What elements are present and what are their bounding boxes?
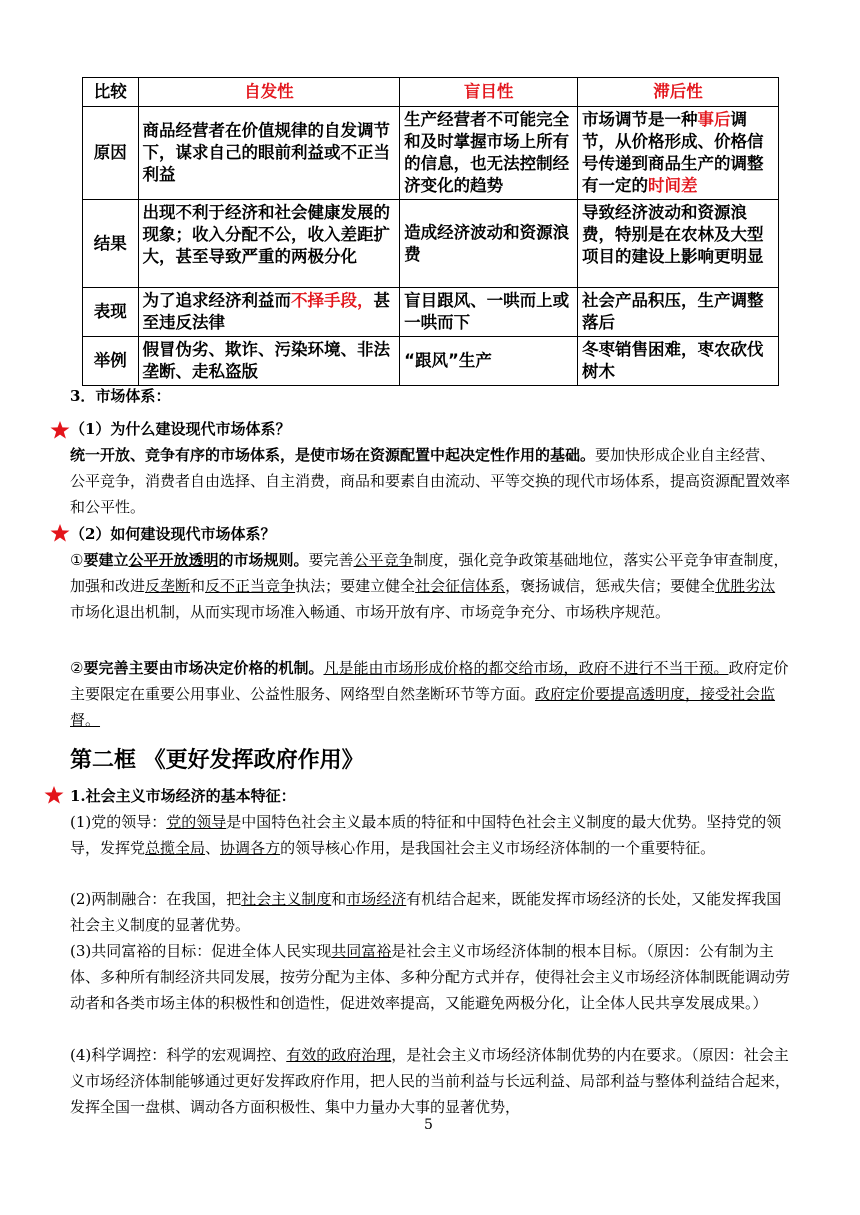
cell-highlight: 时间差 — [647, 176, 698, 195]
underlined-text: 政府定价要提高透明度，接受社会监督。 — [70, 685, 776, 729]
underlined-text: 优胜劣汰 — [715, 577, 776, 595]
row-label: 举例 — [83, 337, 139, 386]
bold-text: 要完善主要由市场决定价格的机制。 — [83, 659, 324, 677]
bold-text: 要建立 — [83, 551, 129, 569]
text: (1)党的领导： — [70, 813, 167, 831]
table-cell: “跟风”生产 — [400, 337, 578, 386]
table-cell: 社会产品积压，生产调整落后 — [577, 288, 778, 337]
star-icon — [44, 785, 64, 805]
text: 市场化退出机制，从而实现市场准入畅通、市场开放有序、市场竞争充分、市场秩序规范。 — [70, 603, 671, 621]
cell-text: 甚至违反法律 — [142, 291, 391, 332]
star-icon — [50, 523, 70, 543]
cell-highlight: 不择手段， — [291, 291, 374, 310]
text: 执法；要建立健全 — [295, 577, 416, 595]
text: ，褒扬诚信，惩戒失信；要健全 — [505, 577, 716, 595]
text: 是社会主义市场经济体制的根本目标。（原因：公有制为主体、多种所有制经济共同发展，按劳分配为主体、多种分配方式并存，使得社会主义市场经济体制既能调动劳动者和各类市场主体的积极性和创造性，促进效率提高，又能避免两极分化，让全体人民共享发展成果。） — [70, 942, 791, 1012]
features-heading: 1.社会主义市场经济的基本特征： — [70, 787, 296, 805]
answer-bold: 统一开放、竞争有序的市场体系，是使市场在资源配置中起决定性作用的基础。 — [70, 446, 596, 464]
feature-4 — [70, 1042, 790, 1120]
section-2-title: 第二框 《更好发挥政府作用》 — [70, 748, 364, 773]
row-label: 表现 — [83, 288, 139, 337]
table-cell: 生产经营者不可能完全和及时掌握市场上所有的信息，也无法控制经济变化的趋势 — [400, 107, 578, 200]
cell-text: 为了追求经济利益而 — [142, 291, 292, 310]
underlined-text: 社会征信体系 — [415, 577, 506, 595]
table-header-cell: 自发性 — [138, 78, 400, 107]
text: (4)科学调控：科学的宏观调控、 — [70, 1046, 287, 1064]
underlined-text: 社会主义制度 — [241, 890, 332, 908]
question-2-point-2 — [70, 655, 790, 733]
text: 有机结合起来，既能发挥市场经济的长处，又能发挥我国社会主义制度的显著优势。 — [70, 890, 782, 934]
table-cell: 假冒伪劣、欺诈、污染环境、非法垄断、走私盗版 — [138, 337, 400, 386]
table-row — [83, 200, 779, 288]
underlined-text: 凡是能由市场形成价格的都交给市场，政府不进行不当干预。 — [323, 659, 729, 677]
text: 是中国特色社会主义最本质的特征和中国特色社会主义制度的最大优势。坚持党的领导，发挥党 — [70, 813, 782, 857]
question-1-title: （1）为什么建设现代市场体系？ — [70, 420, 291, 438]
underlined-text: 党的领导 — [166, 813, 227, 831]
text: 和 — [190, 577, 206, 595]
item-number: ① — [70, 551, 84, 569]
underlined-text: 反不正当竞争 — [205, 577, 296, 595]
table-cell: 导致经济波动和资源浪费，特别是在农林及大型项目的建设上影响更明显 — [577, 200, 778, 288]
table-row — [83, 337, 779, 386]
underlined-text: 公平开放透明 — [128, 551, 219, 569]
row-label: 原因 — [83, 107, 139, 200]
answer-text: 要加快形成企业自主经营、公平竞争，消费者自由选择、自主消费，商品和要素自由流动、平等交换的现代市场体系，提高资源配置效率和公平性。 — [70, 446, 791, 516]
comparison-table — [82, 77, 779, 386]
cell-text: 调节，从价格形成、价格信号传递到商品生产的调整有一定的 — [581, 110, 764, 195]
cell-text: 市场调节是一种 — [581, 110, 698, 129]
item-number: ② — [70, 659, 84, 677]
text: 制度，强化竞争政策基础地位，落实公平竞争审查制度，加强和改进 — [70, 551, 789, 595]
table-cell: 出现不利于经济和社会健康发展的现象；收入分配不公，收入差距扩大，甚至导致严重的两极分化 — [138, 200, 400, 288]
page-number: 5 — [424, 1117, 433, 1133]
table-cell: 造成经济波动和资源浪费 — [400, 200, 578, 288]
text: 、 — [205, 839, 221, 857]
text: 政府定价主要限定在重要公用事业、公益性服务、网络型自然垄断环节等方面。 — [70, 659, 789, 703]
table-row — [83, 288, 779, 337]
section-heading: 3．市场体系： — [70, 387, 171, 405]
table-cell: 商品经营者在价值规律的自发调节下，谋求自己的眼前利益或不正当利益 — [138, 107, 400, 200]
underlined-text: 共同富裕 — [331, 942, 392, 960]
bold-text: 的市场规则。 — [218, 551, 309, 569]
table-header-row — [83, 78, 779, 107]
text: 的领导核心作用，是我国社会主义市场经济体制的一个重要特征。 — [280, 839, 716, 857]
row-label: 结果 — [83, 200, 139, 288]
star-icon — [50, 420, 70, 440]
table-row — [83, 107, 779, 200]
feature-1 — [70, 809, 790, 861]
table-header-cell: 滞后性 — [577, 78, 778, 107]
question-2-title: （2）如何建设现代市场体系？ — [70, 525, 276, 543]
text: ，是社会主义市场经济体制优势的内在要求。（原因：社会主义市场经济体制能够通过更好发挥政府作用，把人民的当前利益与长远利益、局部利益与整体利益结合起来，发挥全国一盘棋、调动各方面积极性、集中力量办大事的显著优势， — [70, 1046, 791, 1116]
underlined-text: 市场经济 — [346, 890, 407, 908]
question-2-point-1 — [70, 547, 790, 625]
text: 和 — [331, 890, 347, 908]
underlined-text: 总揽全局 — [145, 839, 206, 857]
underlined-text: 协调各方 — [220, 839, 281, 857]
text: (2)两制融合：在我国，把 — [70, 890, 242, 908]
feature-2 — [70, 886, 790, 938]
question-1-answer — [70, 442, 790, 520]
table-cell — [577, 107, 778, 200]
table-header-cell: 比较 — [83, 78, 139, 107]
underlined-text: 反垄断 — [145, 577, 191, 595]
table-cell — [138, 288, 400, 337]
underlined-text: 公平竞争 — [353, 551, 414, 569]
table-header-cell: 盲目性 — [400, 78, 578, 107]
text: (3)共同富裕的目标：促进全体人民实现 — [70, 942, 332, 960]
underlined-text: 有效的政府治理 — [286, 1046, 392, 1064]
cell-highlight: 事后 — [697, 110, 731, 129]
table-cell: 盲目跟风、一哄而上或一哄而下 — [400, 288, 578, 337]
feature-3 — [70, 938, 790, 1016]
text: 要完善 — [308, 551, 354, 569]
table-cell: 冬枣销售困难，枣农砍伐树木 — [577, 337, 778, 386]
